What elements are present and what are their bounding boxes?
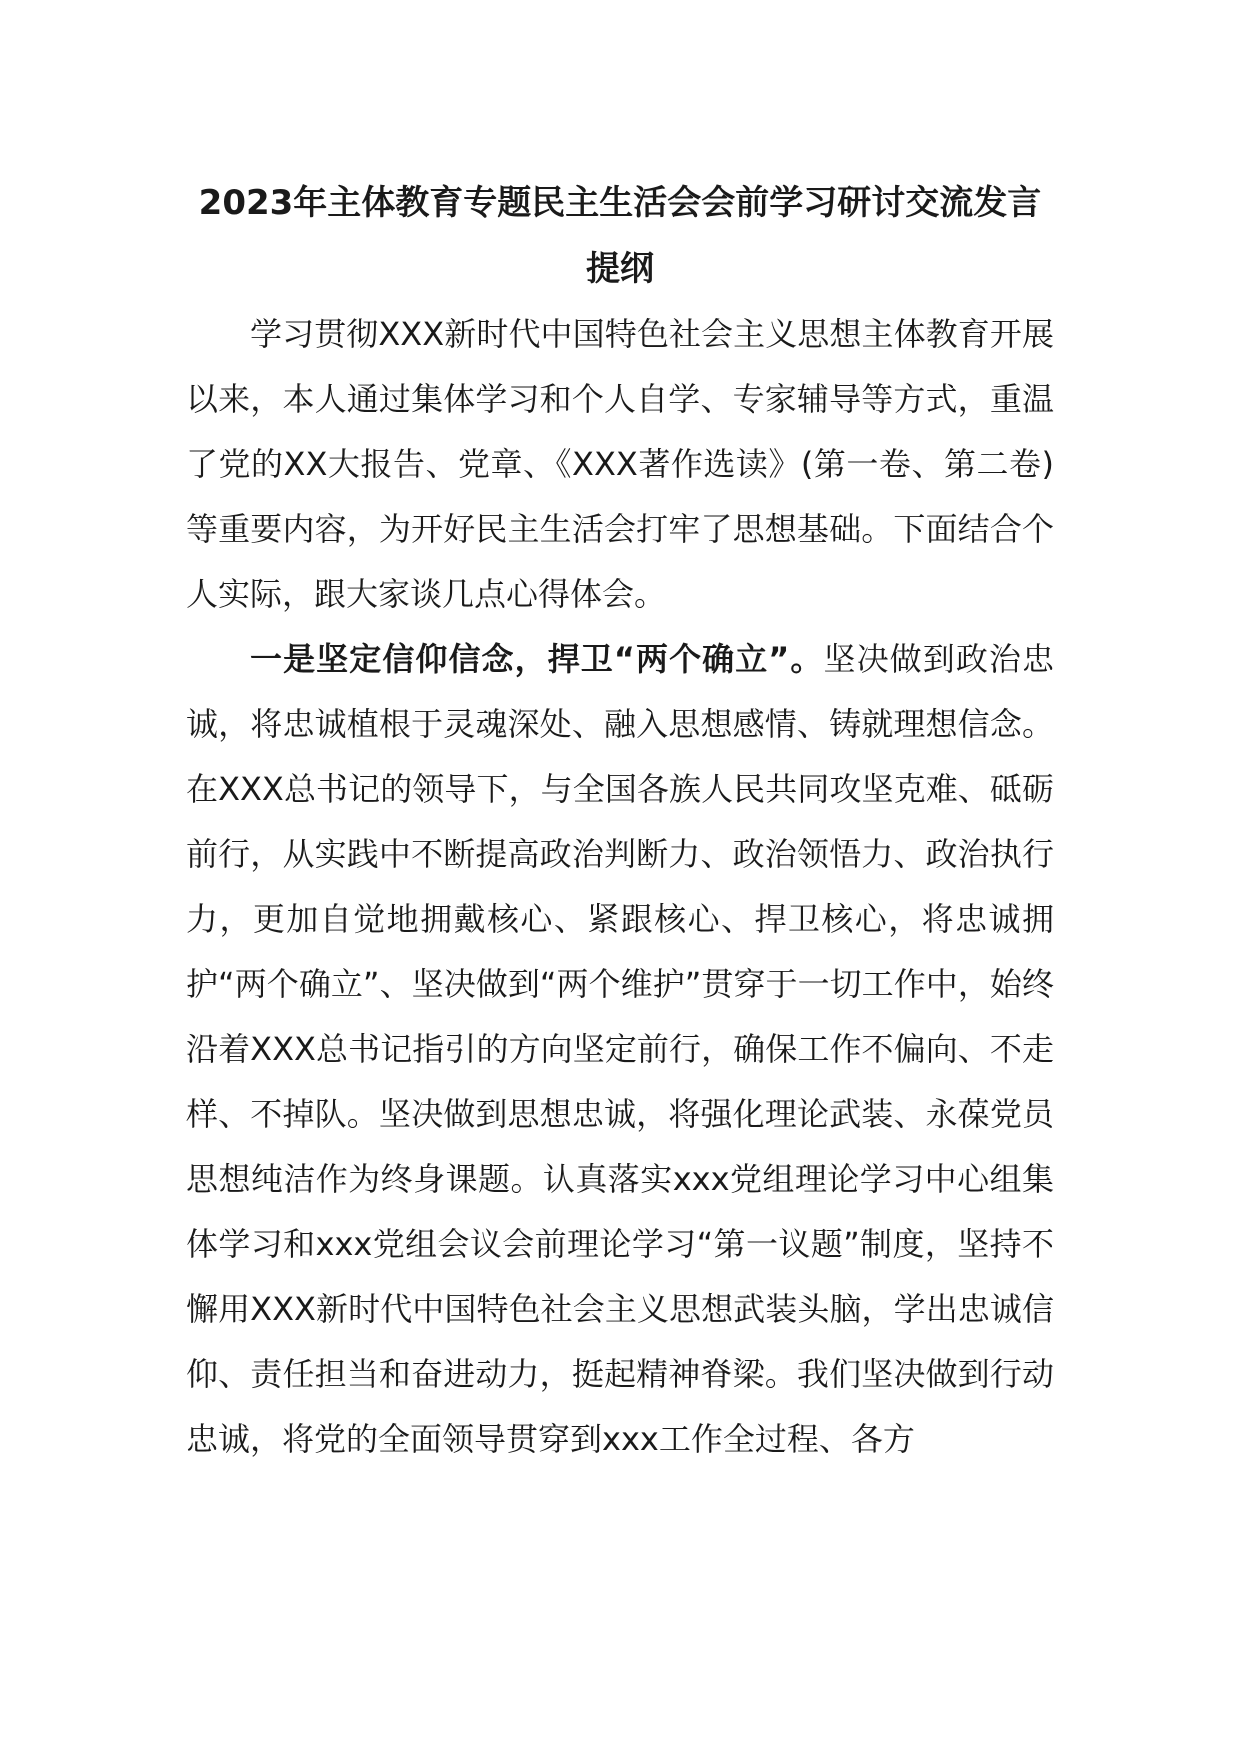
paragraph-point-one-heading: 一是坚定信仰信念，捍卫“两个确立”。 — [250, 640, 824, 678]
document-title — [186, 170, 1054, 302]
paragraph-point-one — [186, 627, 1054, 1472]
paragraph-intro-text: 学习贯彻XXX新时代中国特色社会主义思想主体教育开展以来，本人通过集体学习和个人自学、专家辅导等方式，重温了党的XX大报告、党章、《XXX著作选读》(第一卷、第二卷)等重要内容，为开好民主生活会打牢了思想基础。下面结合个人实际，跟大家谈几点心得体会。 — [186, 315, 1054, 613]
title-line-1: 2023年主体教育专题民主生活会会前学习研讨交流发言 — [198, 183, 1042, 223]
document-body — [186, 170, 1054, 1472]
title-line-2: 提纲 — [586, 249, 654, 289]
paragraph-intro — [186, 302, 1054, 627]
paragraph-point-one-text: 坚决做到政治忠诚，将忠诚植根于灵魂深处、融入思想感情、铸就理想信念。在XXX总书记的领导下，与全国各族人民共同攻坚克难、砥砺前行，从实践中不断提高政治判断力、政治领悟力、政治执行力，更加自觉地拥戴核心、紧跟核心、捍卫核心，将忠诚拥护“两个确立”、坚决做到“两个维护”贯穿于一切工作中，始终沿着XXX总书记指引的方向坚定前行，确保工作不偏向、不走样、不掉队。坚决做到思想忠诚，将强化理论武装、永葆党员思想纯洁作为终身课题。认真落实xxx党组理论学习中心组集体学习和xxx党组会议会前理论学习“第一议题”制度，坚持不懈用XXX新时代中国特色社会主义思想武装头脑，学出忠诚信仰、责任担当和奋进动力，挺起精神脊梁。我们坚决做到行动忠诚，将党的全面领导贯穿到xxx工作全过程、各方 — [186, 640, 1054, 1458]
